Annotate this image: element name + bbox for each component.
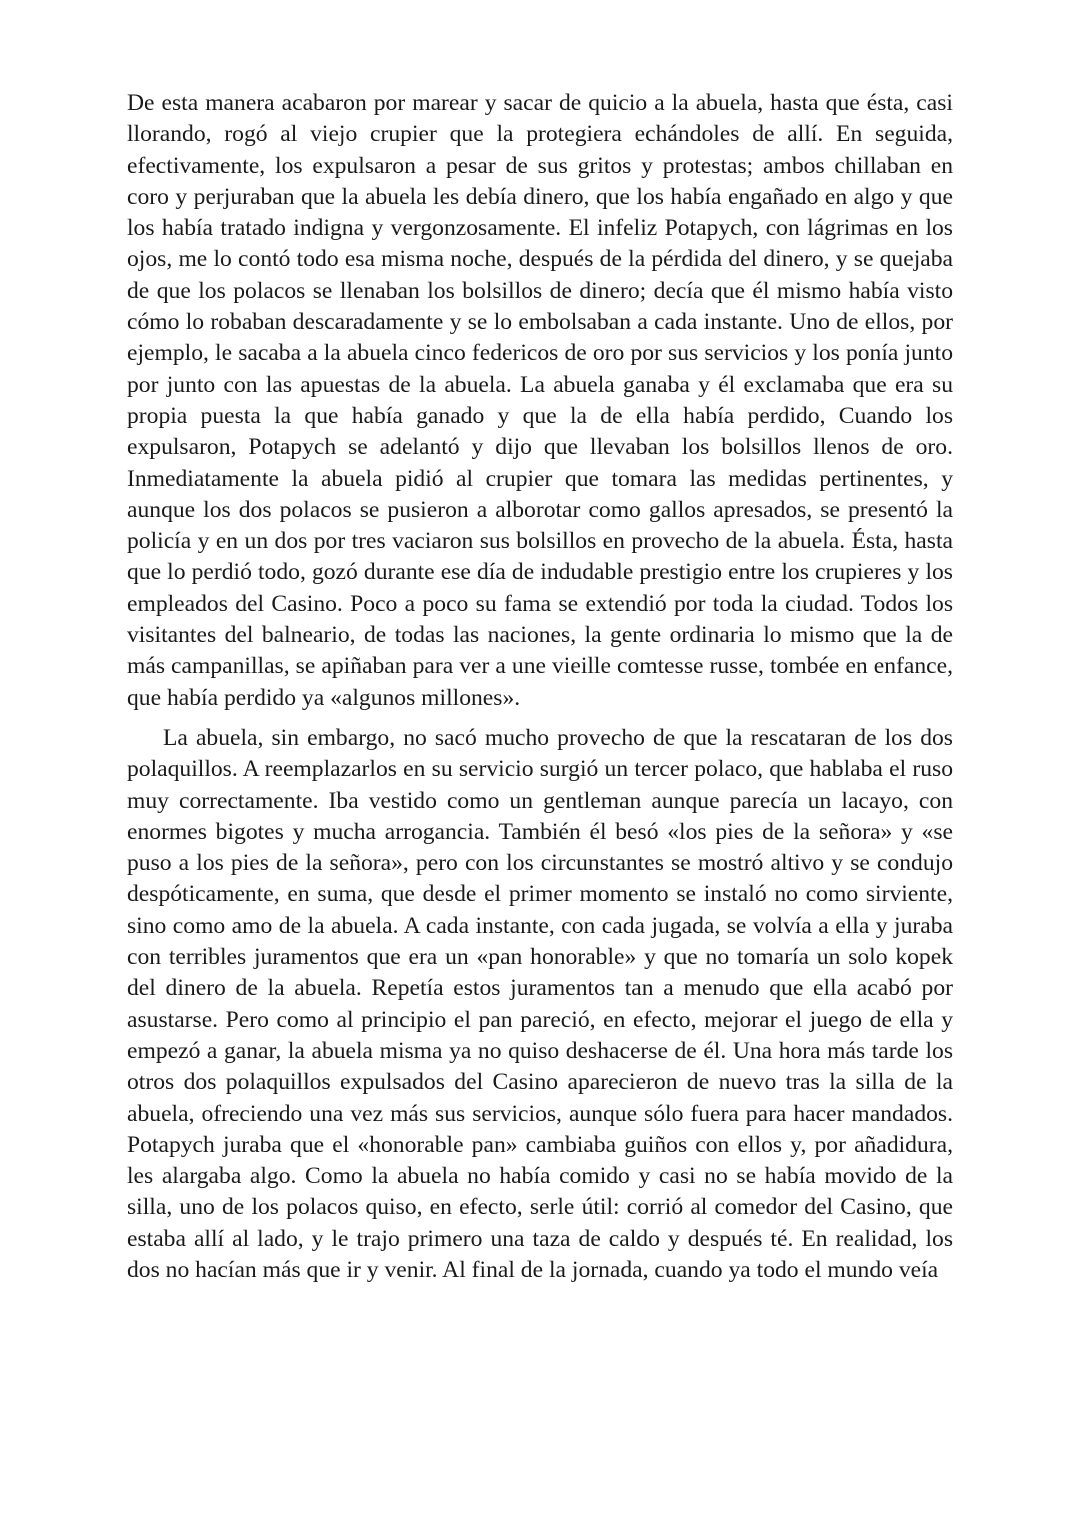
paragraph-2: La abuela, sin embargo, no sacó mucho provecho de que la rescataran de los dos polaquillos. A reemplazarlos en su servicio surgió un tercer polaco, que hablaba el ruso muy correctamente. Iba vestido como un gentleman aunque parecía un lacayo, con enormes bigotes y mucha arrogancia. También él besó «los pies de la señora» y «se puso a los pies de la señora», pero con los circunstantes se mostró altivo y se condujo despóticamente, en suma, que desde el primer momento se instaló no como sirviente, sino como amo de la abuela. A cada instante, con cada jugada, se volvía a ella y juraba con terribles juramentos que era un «pan honorable» y que no tomaría un solo kopek del dinero de la abuela. Repetía estos juramentos tan a menudo que ella acabó por asustarse. Pero como al principio el pan pareció, en efecto, mejorar el juego de ella y empezó a ganar, la abuela misma ya no quiso deshacerse de él. Una hora más tarde los otros dos polaquillos expulsados del Casino aparecieron de nuevo tras la silla de la abuela, ofreciendo una vez más sus servicios, aunque sólo fuera para hacer mandados. Potapych juraba que el «honorable pan» cambiaba guiños con ellos y, por añadidura, les alargaba algo. Como la abuela no había comido y casi no se había movido de la silla, uno de los polacos quiso, en efecto, serle útil: corrió al comedor del Casino, que estaba allí al lado, y le trajo primero una taza de caldo y después té. En realidad, los dos no hacían más que ir y venir. Al final de la jornada, cuando ya todo el mundo veía [127,724,953,1283]
paragraph-1: De esta manera acabaron por marear y sacar de quicio a la abuela, hasta que ésta, casi llorando, rogó al viejo crupier que la protegiera echándoles de allí. En seguida, efectivamente, los expulsaron a pesar de sus gritos y protestas; ambos chillaban en coro y perjuraban que la abuela les debía dinero, que los había engañado en algo y que los había tratado indigna y vergonzosamente. El infeliz Potapych, con lágrimas en los ojos, me lo contó todo esa misma noche, después de la pérdida del dinero, y se quejaba de que los polacos se llenaban los bolsillos de dinero; decía que él mismo había visto cómo lo robaban descaradamente y se lo embolsaban a cada instante. Uno de ellos, por ejemplo, le sacaba a la abuela cinco federicos de oro por sus servicios y los ponía junto por junto con las apuestas de la abuela. La abuela ganaba y él exclamaba que era su propia puesta la que había ganado y que la de ella había perdido, Cuando los expulsaron, Potapych se adelantó y dijo que llevaban los bolsillos llenos de oro. Inmediatamente la abuela pidió al crupier que tomara las medidas pertinentes, y aunque los dos polacos se pusieron a alborotar como gallos apresados, se presentó la policía y en un dos por tres vaciaron sus bolsillos en provecho de la abuela. Ésta, hasta que lo perdió todo, gozó durante ese día de indudable prestigio entre los crupieres y los empleados del Casino. Poco a poco su fama se extendió por toda la ciudad. Todos los visitantes del balneario, de todas las naciones, la gente ordinaria lo mismo que la de más campanillas, se apiñaban para ver a une vieille comtesse russe, tombée en enfance, que había perdido ya «algunos millones». [127,90,953,711]
document-page [127,88,953,1286]
